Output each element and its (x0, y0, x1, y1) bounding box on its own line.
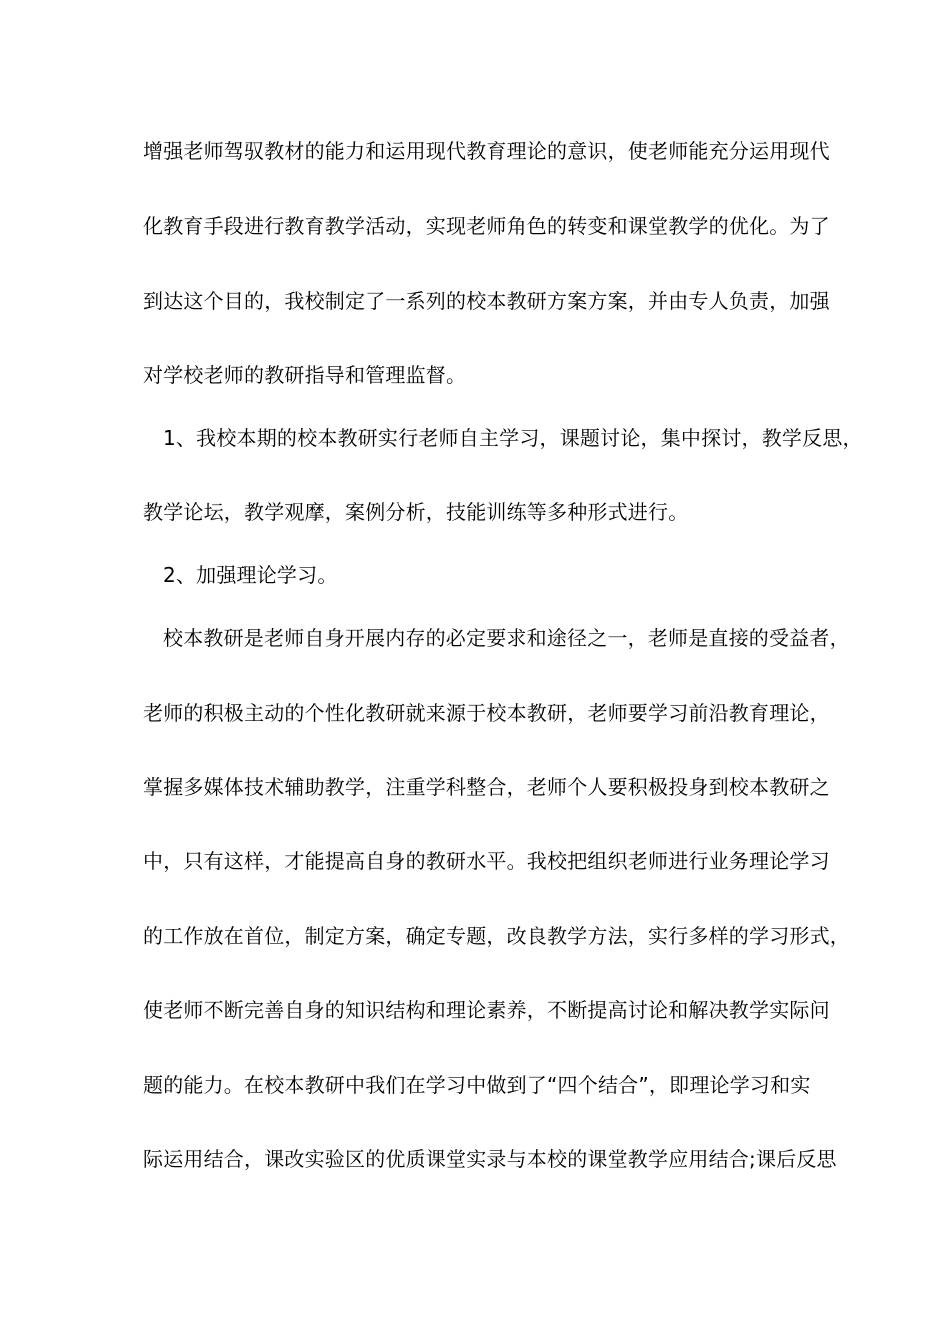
text-line: 教学论坛，教学观摩，案例分析，技能训练等多种形式进行。 (143, 500, 689, 524)
text-line: 老师的积极主动的个性化教研就来源于校本教研，老师要学习前沿教育理论， (143, 701, 830, 725)
text-line: 2、加强理论学习。 (163, 563, 338, 587)
text-line: 中，只有这样，才能提高自身的教研水平。我校把组织老师进行业务理论学习 (143, 849, 830, 873)
text-line: 1、我校本期的校本教研实行老师自主学习，课题讨论，集中探讨，教学反思， (163, 426, 863, 450)
text-line: 际运用结合，课改实验区的优质课堂实录与本校的课堂教学应用结合;课后反思 (143, 1147, 837, 1171)
text-line: 校本教研是老师自身开展内存的必定要求和途径之一，老师是直接的受益者， (163, 626, 850, 650)
text-line: 对学校老师的教研指导和管理监督。 (143, 363, 467, 387)
text-line: 使老师不断完善自身的知识结构和理论素养，不断提高讨论和解决教学实际问 (143, 998, 830, 1022)
text-line: 增强老师驾驭教材的能力和运用现代教育理论的意识，使老师能充分运用现代 (143, 139, 830, 163)
text-line: 化教育手段进行教育教学活动，实现老师角色的转变和课堂教学的优化。为了 (143, 214, 830, 238)
text-line: 掌握多媒体技术辅助教学，注重学科整合，老师个人要积极投身到校本教研之 (143, 775, 830, 799)
text-line: 到达这个目的，我校制定了一系列的校本教研方案方案，并由专人负责，加强 (143, 289, 830, 313)
text-line: 题的能力。在校本教研中我们在学习中做到了“四个结合”，即理论学习和实 (143, 1073, 811, 1097)
text-line: 的工作放在首位，制定方案，确定专题，改良教学方法，实行多样的学习形式， (143, 924, 850, 948)
